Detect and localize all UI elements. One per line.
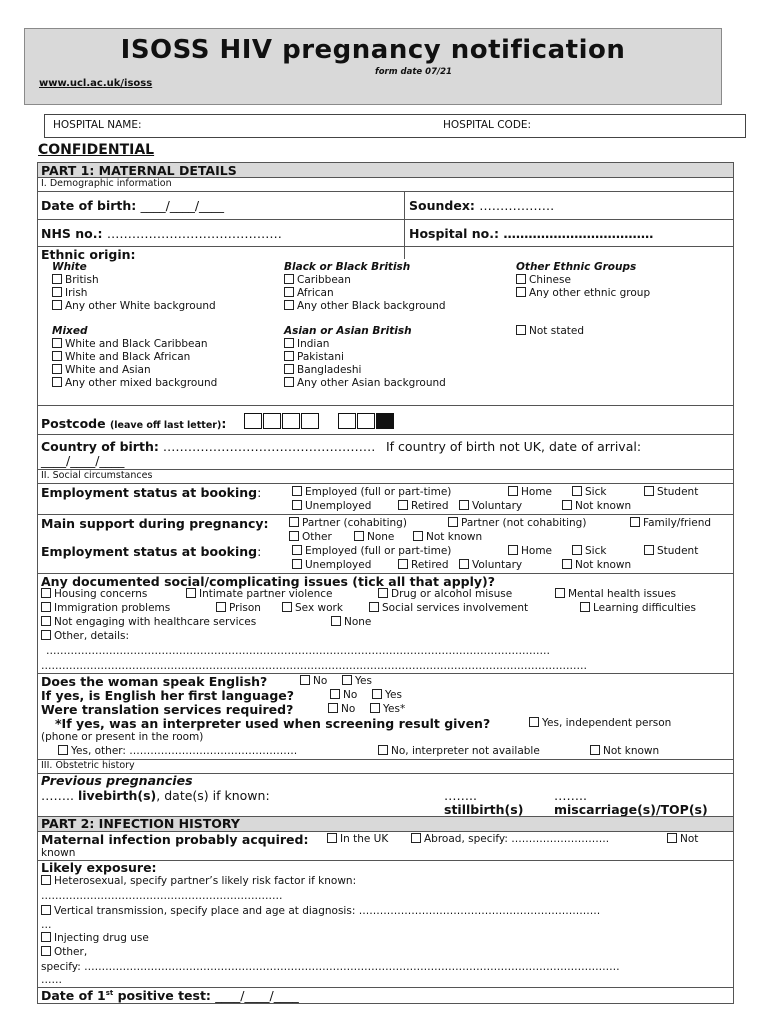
ethnic-option[interactable]: Irish <box>52 287 87 299</box>
employment-option[interactable]: Retired <box>398 559 449 571</box>
hospital-code-label: HOSPITAL CODE: <box>443 119 532 131</box>
ethnic-option[interactable]: Any other Asian background <box>284 377 446 389</box>
issue-option[interactable]: Mental health issues <box>555 588 676 600</box>
notification-form: PART 1: MATERNAL DETAILS I. Demographic information Date of birth: ____/____/____ Soundex: ……………… NHS no.: …………………………………… Hospital no.: ……………………………… Ethnic origin: White British Irish Any other White background Black or Black British Caribbean African Any other Black background Other Ethnic Groups Chinese Any other ethnic group Mixed White and Black Caribbean White and Black African White and Asian Any other mixed background Asian or Asian British Indian Pakistani Bangladeshi Any other Asian background Not stated Postcode (leave off last letter): Country of birth: …………………………………………… If country of birth not UK, date of arrival: ____/____/____ II. Social circumstances Employment status at booking: Employed (full or part-time) Home Sick Student Unemployed Retired Voluntary Not known Main support during pregnancy: Partner (cohabiting) Partner (not cohabiting) Family/friend Other None Not known Employment status at booking: Employed (full or part-time) Home Sick Student Unemployed Retired Voluntary Not known Any documented social/complicating issues (tick all that apply)? Housing concerns Intimate partner violence Drug or alcohol misuse Mental health issues Immigration problems Prison Sex work Social services involvement Learning difficulties Not engaging with healthcare services None Other, details: ……………………………………………………………………………………………………………………………… ………………………………………………………………………………………………………………………………………… Does the woman speak English? No Yes If yes, is English her first language? No Yes Were translation services required? No Yes* *If yes, was an interpreter used when screening result given? Yes, independent person (phone or present in the room) Yes, other: ………………………………………… No, interpreter not available Not known III. Obstetric history Previous pregnancies …….. livebirth(s), date(s) if known: …….. stillbirth(s) …….. miscarriage(s)/TOP(s) PART 2: INFECTION HISTORY Maternal infection probably acquired: In the UK Abroad, specify: ………………………. Not known Likely exposure: Heterosexual, specify partner’s likely risk factor if known: …………………………………………………………… Vertical transmission, specify place and age at diagnosis: …………………………………………………………… … Injecting drug use Other, specify: ……………………………………………………………………………………………………………………………………… …… Date of 1st positive test: ____/____/____ <box>37 162 734 1004</box>
employment-option[interactable]: Employed (full or part-time) <box>292 545 451 557</box>
first-language-question: If yes, is English her first language? <box>41 688 294 703</box>
black-heading: Black or Black British <box>284 261 411 273</box>
arrival-label: If country of birth not UK, date of arrival: <box>386 439 642 454</box>
arrival-field[interactable]: ____/____/____ <box>41 453 125 468</box>
part2-title: PART 2: INFECTION HISTORY <box>41 816 240 831</box>
dob-field[interactable]: ____/____/____ <box>140 198 225 213</box>
ethnic-option[interactable]: Any other Black background <box>284 300 446 312</box>
support-option[interactable]: Family/friend <box>630 517 711 529</box>
employment-option[interactable]: Sick <box>572 545 606 557</box>
hospital-no-label: Hospital no.: <box>409 226 500 241</box>
interpreter-not-known[interactable]: Not known <box>590 745 659 757</box>
form-header <box>24 28 722 105</box>
acquired-label: Maternal infection probably acquired: <box>41 832 309 847</box>
first-language-yes[interactable]: Yes <box>372 689 402 701</box>
issues-label: Any documented social/complicating issues (tick all that apply)? <box>41 574 496 589</box>
first-language-no[interactable]: No <box>330 689 357 701</box>
exposure-vertical[interactable]: Vertical transmission, specify place and age at diagnosis: …………………………………………………………… <box>41 905 600 917</box>
ethnic-option[interactable]: Chinese <box>516 274 571 286</box>
white-heading: White <box>52 261 87 273</box>
postcode-box[interactable] <box>357 413 375 429</box>
employment-option[interactable]: Employed (full or part-time) <box>292 486 451 498</box>
first-test-label: Date of 1 <box>41 988 106 1003</box>
nhs-label: NHS no.: <box>41 226 103 241</box>
exposure-other[interactable]: Other, <box>41 946 87 958</box>
postcode-box[interactable] <box>282 413 300 429</box>
ethnic-option[interactable]: Bangladeshi <box>284 364 361 376</box>
demographic-section-title: I. Demographic information <box>41 178 172 189</box>
acquired-known-cont: known <box>41 847 76 859</box>
hospital-name-label: HOSPITAL NAME: <box>53 119 142 131</box>
acquired-uk[interactable]: In the UK <box>327 833 388 845</box>
asian-heading: Asian or Asian British <box>284 325 412 337</box>
ethnic-option[interactable]: White and Black Caribbean <box>52 338 208 350</box>
issue-option[interactable]: Not engaging with healthcare services <box>41 616 256 628</box>
support-label: Main support during pregnancy: <box>41 516 269 531</box>
issue-option[interactable]: Intimate partner violence <box>186 588 333 600</box>
country-label: Country of birth: <box>41 439 159 454</box>
specify-field-cont[interactable]: …… <box>41 974 62 986</box>
english-yes[interactable]: Yes <box>342 675 372 687</box>
support-option[interactable]: None <box>354 531 394 543</box>
postcode-box[interactable] <box>338 413 356 429</box>
previous-pregnancies-label: Previous pregnancies <box>41 773 193 788</box>
employment-option[interactable]: Student <box>644 486 698 498</box>
issue-option[interactable]: Housing concerns <box>41 588 147 600</box>
employment-option[interactable]: Not known <box>562 500 631 512</box>
ethnic-option[interactable]: Caribbean <box>284 274 351 286</box>
issue-option[interactable]: Prison <box>216 602 261 614</box>
ethnic-option-not-stated[interactable]: Not stated <box>516 325 584 337</box>
employment-option[interactable]: Home <box>508 486 552 498</box>
ethnic-label: Ethnic origin: <box>41 247 136 262</box>
website-link[interactable]: www.ucl.ac.uk/isoss <box>39 78 153 89</box>
ethnic-option[interactable]: Any other White background <box>52 300 216 312</box>
employment-option[interactable]: Home <box>508 545 552 557</box>
employment-label-2: Employment status at booking <box>41 544 258 559</box>
ethnic-option[interactable]: British <box>52 274 99 286</box>
ethnic-option[interactable]: Indian <box>284 338 329 350</box>
acquired-not-known[interactable]: Not <box>667 833 698 845</box>
dob-label: Date of birth: <box>41 198 137 213</box>
nhs-field[interactable]: …………………………………… <box>106 226 282 241</box>
issues-details-field-1[interactable]: ……………………………………………………………………………………………………………………………… <box>46 645 550 657</box>
employment-option[interactable]: Unemployed <box>292 559 371 571</box>
heterosexual-details-field[interactable]: …………………………………………………………… <box>41 890 283 902</box>
employment-option[interactable]: Voluntary <box>459 500 522 512</box>
postcode-box[interactable] <box>263 413 281 429</box>
interpreter-independent[interactable]: Yes, independent person <box>529 717 671 729</box>
postcode-box-blocked <box>376 413 394 429</box>
stillbirth-field[interactable]: …….. <box>444 788 477 803</box>
ethnic-option[interactable]: White and Black African <box>52 351 190 363</box>
employment-option[interactable]: Sick <box>572 486 606 498</box>
part1-title: PART 1: MATERNAL DETAILS <box>41 163 237 178</box>
exposure-heterosexual[interactable]: Heterosexual, specify partner’s likely risk factor if known: <box>41 875 356 887</box>
support-option[interactable]: Partner (cohabiting) <box>289 517 407 529</box>
employment-option[interactable]: Retired <box>398 500 449 512</box>
form-title: ISOSS HIV pregnancy notification <box>120 35 626 65</box>
postcode-label: Postcode <box>41 416 106 431</box>
employment-option[interactable]: Unemployed <box>292 500 371 512</box>
interpreter-continuation: (phone or present in the room) <box>41 731 204 743</box>
employment-option[interactable]: Student <box>644 545 698 557</box>
issue-option[interactable]: Social services involvement <box>369 602 528 614</box>
issue-option[interactable]: Sex work <box>282 602 343 614</box>
english-question: Does the woman speak English? <box>41 674 268 689</box>
issue-option[interactable]: None <box>331 616 371 628</box>
social-section-title: II. Social circumstances <box>41 470 153 481</box>
support-option[interactable]: Partner (not cohabiting) <box>448 517 586 529</box>
postcode-hint: (leave off last letter) <box>109 420 222 431</box>
hospital-no-field[interactable]: ……………………………… <box>503 226 654 241</box>
ethnic-option[interactable]: Any other mixed background <box>52 377 217 389</box>
country-field[interactable]: …………………………………………… <box>162 439 376 454</box>
specify-label: specify: <box>41 961 81 973</box>
translation-no[interactable]: No <box>328 703 355 715</box>
confidential-heading: CONFIDENTIAL <box>38 142 155 158</box>
postcode-box[interactable] <box>301 413 319 429</box>
employment-label: Employment status at booking <box>41 485 258 500</box>
hospital-box <box>44 114 746 138</box>
issue-option[interactable]: Learning difficulties <box>580 602 696 614</box>
livebirth-field[interactable]: …….. <box>41 788 74 803</box>
specify-field[interactable]: ……………………………………………………………………………………………………………………………………… <box>84 961 620 973</box>
issues-details-field-2[interactable]: ………………………………………………………………………………………………………………………………………… <box>41 660 587 672</box>
miscarriage-label: miscarriage(s)/TOP(s) <box>554 802 708 817</box>
other-ethnic-heading: Other Ethnic Groups <box>516 261 637 273</box>
issue-option[interactable]: Immigration problems <box>41 602 170 614</box>
translation-question: Were translation services required? <box>41 702 294 717</box>
issue-option-other[interactable]: Other, details: <box>41 630 129 642</box>
first-test-field[interactable]: ____/____/____ <box>215 988 299 1003</box>
acquired-abroad[interactable]: Abroad, specify: ………………………. <box>411 833 609 845</box>
ethnic-option[interactable]: African <box>284 287 334 299</box>
exposure-idu[interactable]: Injecting drug use <box>41 932 149 944</box>
form-date: form date 07/21 <box>375 67 452 77</box>
mixed-heading: Mixed <box>52 325 88 337</box>
employment-option[interactable]: Not known <box>562 559 631 571</box>
postcode-box[interactable] <box>244 413 262 429</box>
english-no[interactable]: No <box>300 675 327 687</box>
interpreter-not-available[interactable]: No, interpreter not available <box>378 745 540 757</box>
miscarriage-field[interactable]: …….. <box>554 788 587 803</box>
interpreter-other[interactable]: Yes, other: ………………………………………… <box>58 745 297 757</box>
translation-yes[interactable]: Yes* <box>370 703 405 715</box>
vertical-details-cont[interactable]: … <box>41 919 52 931</box>
soundex-field[interactable]: ……………… <box>479 198 555 213</box>
ethnic-option[interactable]: Pakistani <box>284 351 344 363</box>
interpreter-question: *If yes, was an interpreter used when screening result given? <box>55 716 491 731</box>
obstetric-section-title: III. Obstetric history <box>41 760 135 771</box>
support-option[interactable]: Other <box>289 531 332 543</box>
ethnic-option[interactable]: White and Asian <box>52 364 151 376</box>
support-option[interactable]: Not known <box>413 531 482 543</box>
ethnic-option[interactable]: Any other ethnic group <box>516 287 650 299</box>
employment-option[interactable]: Voluntary <box>459 559 522 571</box>
soundex-label: Soundex: <box>409 198 475 213</box>
exposure-label: Likely exposure: <box>41 860 157 875</box>
issue-option[interactable]: Drug or alcohol misuse <box>378 588 512 600</box>
stillbirth-label: stillbirth(s) <box>444 802 524 817</box>
